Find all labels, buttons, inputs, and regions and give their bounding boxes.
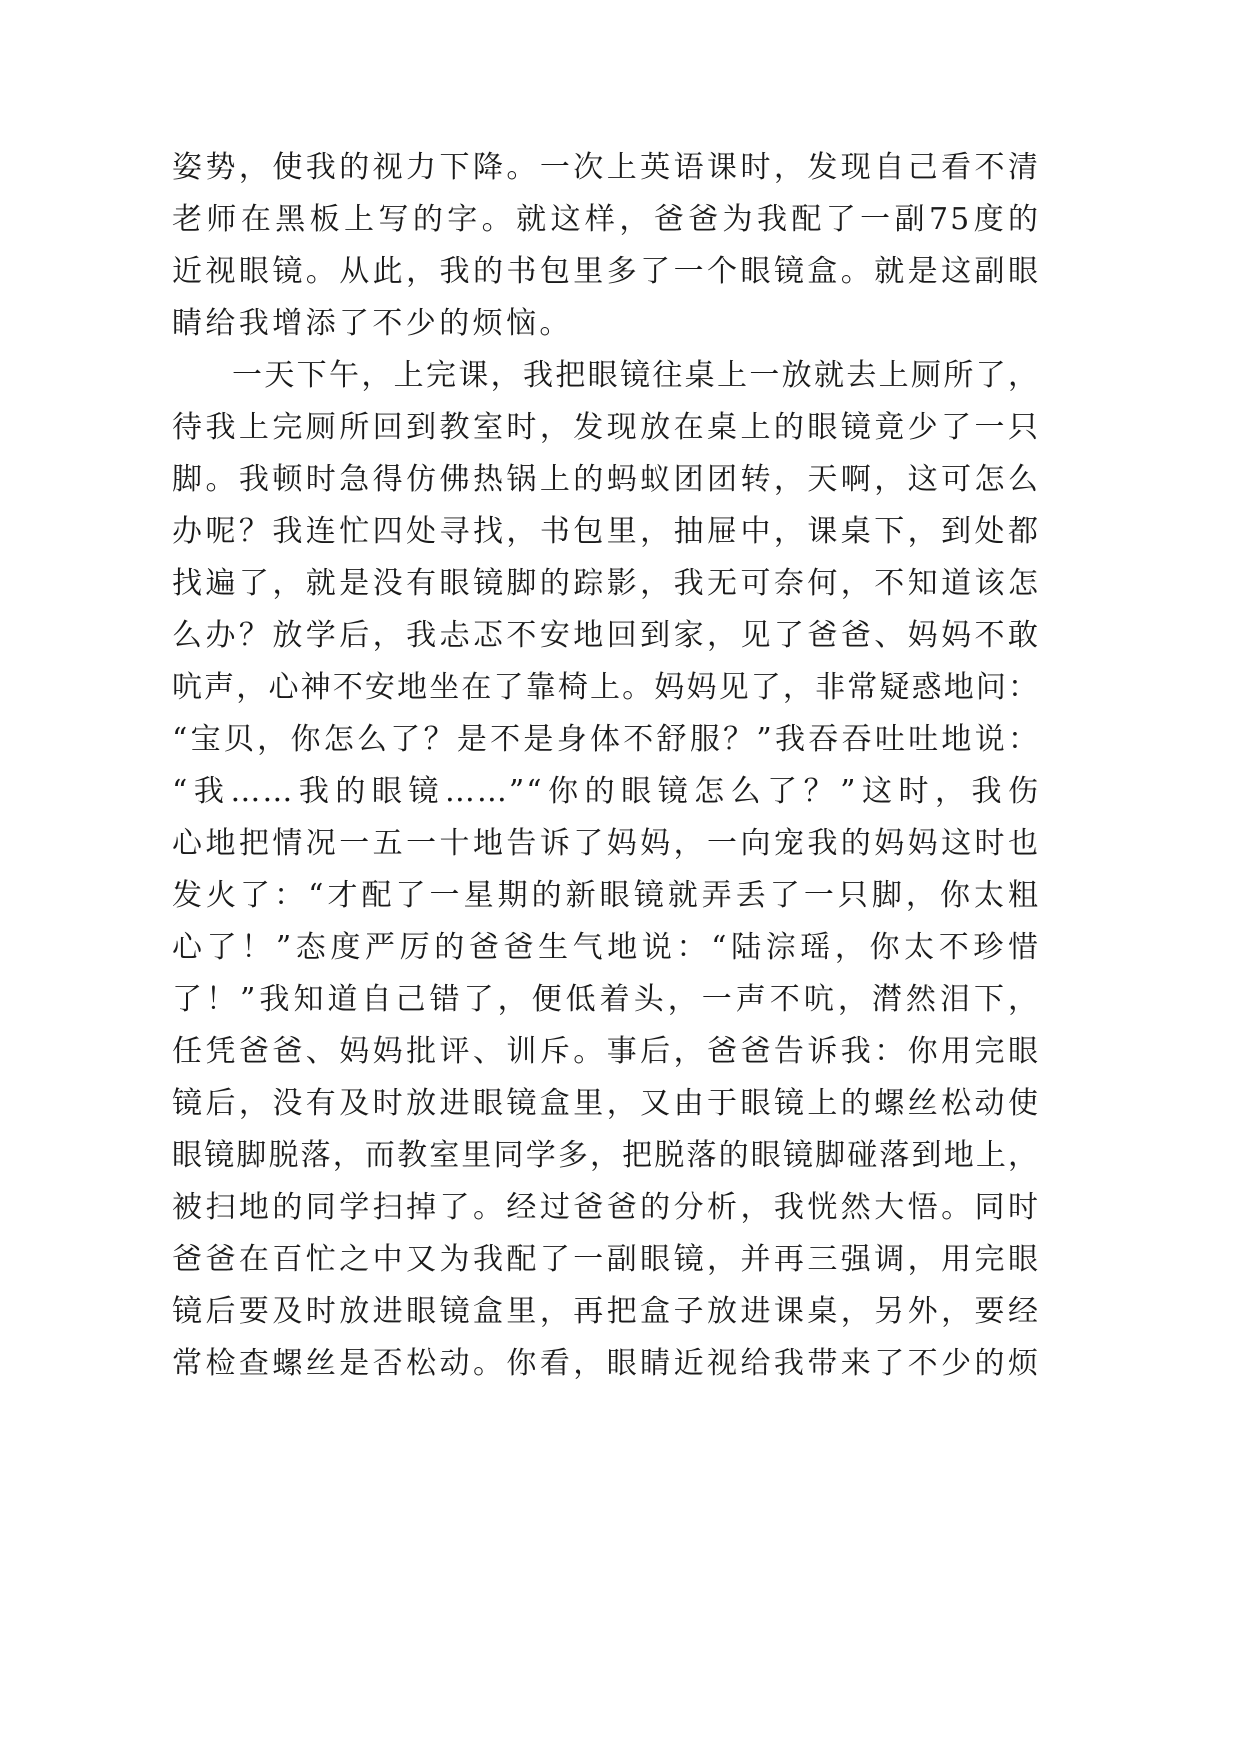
text-line: “宝贝，你怎么了？是不是身体不舒服？”我吞吞吐吐地说： xyxy=(172,722,1040,757)
text-line: 眼镜脚脱落，而教室里同学多，把脱落的眼镜脚碰落到地上， xyxy=(172,1138,1040,1173)
text-line: 镜后，没有及时放进眼镜盒里，又由于眼镜上的螺丝松动使 xyxy=(172,1086,1040,1121)
text-line: 吭声，心神不安地坐在了靠椅上。妈妈见了，非常疑惑地问： xyxy=(172,670,1040,705)
text-line: 老师在黑板上写的字。就这样，爸爸为我配了一副75度的 xyxy=(172,202,1040,237)
text-line: 爸爸在百忙之中又为我配了一副眼镜，并再三强调，用完眼 xyxy=(172,1242,1040,1277)
text-line: 心了！”态度严厉的爸爸生气地说：“陆淙瑶，你太不珍惜 xyxy=(172,930,1040,965)
text-line: “我……我的眼镜……”“你的眼镜怎么了？”这时，我伤 xyxy=(172,774,1040,809)
text-line: 找遍了，就是没有眼镜脚的踪影，我无可奈何，不知道该怎 xyxy=(172,566,1040,601)
text-line: 待我上完厕所回到教室时，发现放在桌上的眼镜竟少了一只 xyxy=(172,410,1040,445)
text-line: 了！”我知道自己错了，便低着头，一声不吭，潸然泪下， xyxy=(172,982,1040,1017)
text-line: 么办？放学后，我忐忑不安地回到家，见了爸爸、妈妈不敢 xyxy=(172,618,1040,653)
paragraph xyxy=(172,350,1040,1390)
text-line: 睛给我增添了不少的烦恼。 xyxy=(172,306,573,341)
text-line: 被扫地的同学扫掉了。经过爸爸的分析，我恍然大悟。同时 xyxy=(172,1190,1040,1225)
text-line: 近视眼镜。从此，我的书包里多了一个眼镜盒。就是这副眼 xyxy=(172,254,1040,289)
text-line: 任凭爸爸、妈妈批评、训斥。事后，爸爸告诉我：你用完眼 xyxy=(172,1034,1040,1069)
text-line: 脚。我顿时急得仿佛热锅上的蚂蚁团团转，天啊，这可怎么 xyxy=(172,462,1040,497)
paragraph xyxy=(172,142,1040,350)
body-text xyxy=(172,142,1040,1390)
text-line: 姿势，使我的视力下降。一次上英语课时，发现自己看不清 xyxy=(172,150,1040,185)
text-line: 镜后要及时放进眼镜盒里，再把盒子放进课桌，另外，要经 xyxy=(172,1294,1040,1329)
text-line: 常检查螺丝是否松动。你看，眼睛近视给我带来了不少的烦 xyxy=(172,1346,1040,1381)
text-line: 一天下午，上完课，我把眼镜往桌上一放就去上厕所了， xyxy=(232,358,1040,393)
text-line: 心地把情况一五一十地告诉了妈妈，一向宠我的妈妈这时也 xyxy=(172,826,1040,861)
text-line: 办呢？我连忙四处寻找，书包里，抽屉中，课桌下，到处都 xyxy=(172,514,1040,549)
text-line: 发火了：“才配了一星期的新眼镜就弄丢了一只脚，你太粗 xyxy=(172,878,1040,913)
